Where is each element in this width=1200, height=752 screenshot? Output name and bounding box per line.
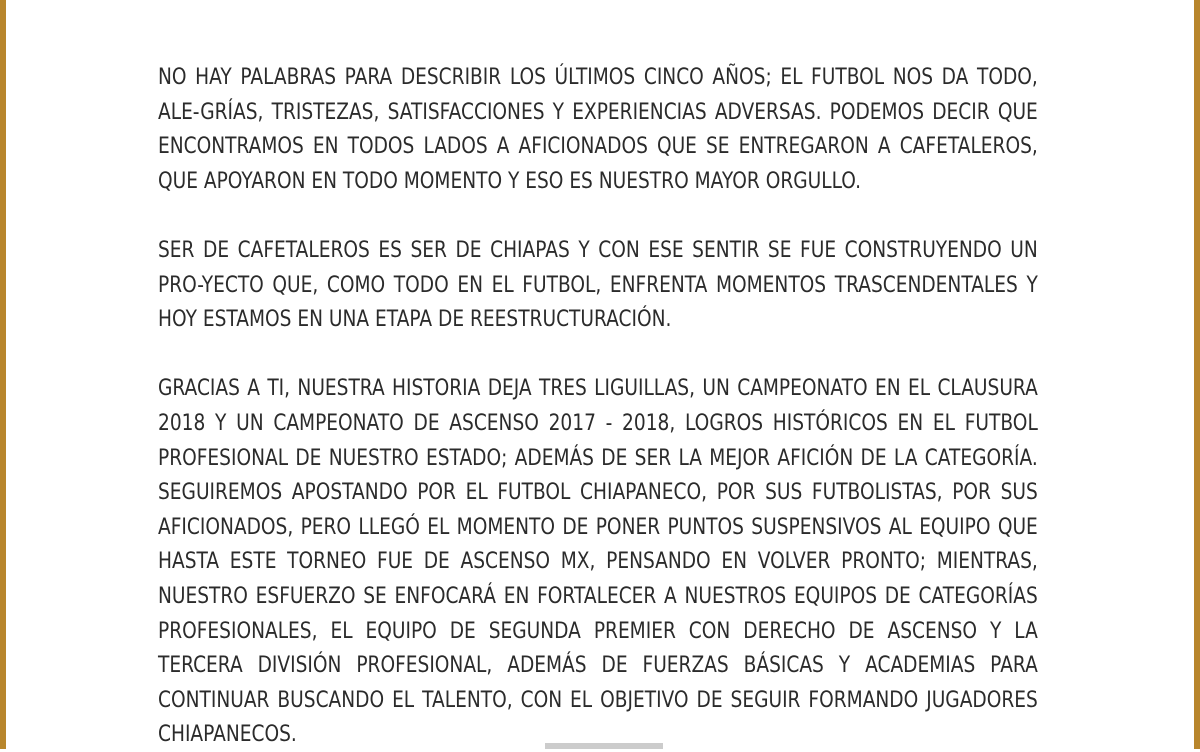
cropped-logo-mark bbox=[545, 743, 663, 749]
left-gold-border bbox=[0, 0, 6, 749]
paragraph-intro: NO HAY PALABRAS PARA DESCRIBIR LOS ÚLTIMOS CINCO AÑOS; EL FUTBOL NOS DA TODO, ALE-GRÍAS, TRISTEZAS, SATISFACCIONES Y EXPERIENCIAS ADVERSAS. PODEMOS DECIR QUE ENCONTRAMOS EN TODOS LADOS A AFICIONADOS QUE SE ENTREGARON A CAFETALEROS, QUE APOYARON EN TODO MOMENTO Y ESO ES NUESTRO MAYOR ORGULLO. bbox=[158, 64, 1038, 194]
statement-letter bbox=[158, 60, 1038, 752]
right-gold-border bbox=[1194, 0, 1200, 749]
paragraph-achievements: GRACIAS A TI, NUESTRA HISTORIA DEJA TRES LIGUILLAS, UN CAMPEONATO EN EL CLAUSURA 2018 Y UN CAMPEONATO DE ASCENSO 2017 - 2018, LOGROS HISTÓRICOS EN EL FUTBOL PROFESIONAL DE NUESTRO ESTADO; ADEMÁS DE SER LA MEJOR AFICIÓN DE LA CATEGORÍA. SEGUIREMOS APOSTANDO POR EL FUTBOL CHIAPANECO, POR SUS FUTBOLISTAS, POR SUS AFICIONADOS, PERO LLEGÓ EL MOMENTO DE PONER PUNTOS SUSPENSIVOS AL EQUIPO QUE HASTA ESTE TORNEO FUE DE ASCENSO MX, PENSANDO EN VOLVER PRONTO; MIENTRAS, NUESTRO ESFUERZO SE ENFOCARÁ EN FORTALECER A NUESTROS EQUIPOS DE CATEGORÍAS PROFESIONALES, EL EQUIPO DE SEGUNDA PREMIER CON DERECHO DE ASCENSO Y LA TERCERA DIVISIÓN PROFESIONAL, ADEMÁS DE FUERZAS BÁSICAS Y ACADEMIAS PARA CONTINUAR BUSCANDO EL TALENTO, CON EL OBJETIVO DE SEGUIR FORMANDO JUGADORES CHIAPANECOS. bbox=[158, 375, 1038, 748]
paragraph-restructuring: SER DE CAFETALEROS ES SER DE CHIAPAS Y CON ESE SENTIR SE FUE CONSTRUYENDO UN PRO-YECTO QUE, COMO TODO EN EL FUTBOL, ENFRENTA MOMENTOS TRASCENDENTALES Y HOY ESTAMOS EN UNA ETAPA DE REESTRUCTURACIÓN. bbox=[158, 236, 1038, 333]
